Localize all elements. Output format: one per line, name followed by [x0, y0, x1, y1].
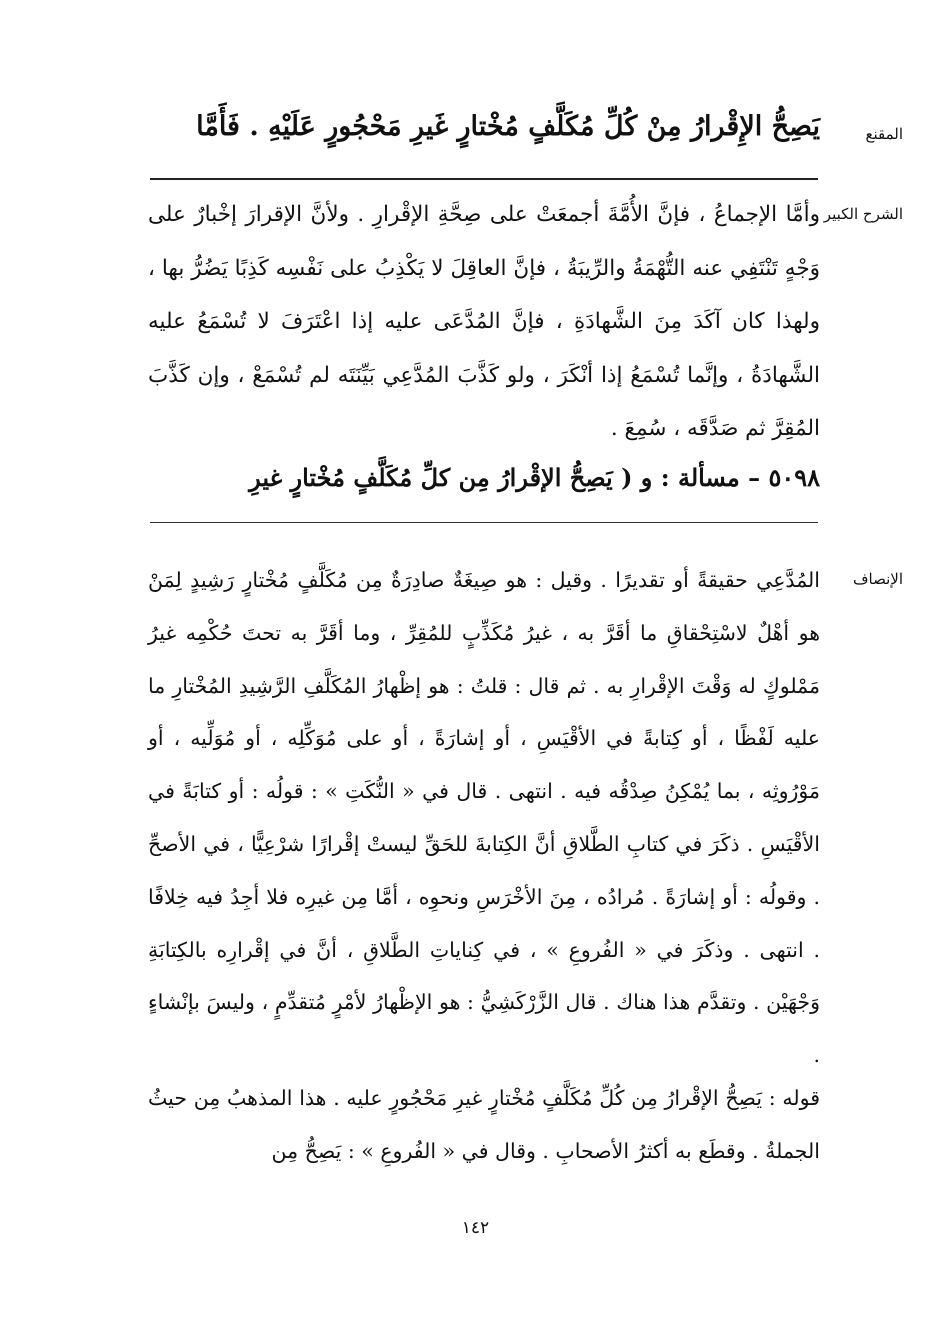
- sharh-margin-label: الشرح الكبير: [823, 205, 903, 223]
- muqni-margin-label: المقنع: [865, 125, 903, 143]
- insaf-paragraph-2: [148, 1072, 820, 1178]
- section-divider-middle: [150, 522, 818, 523]
- section-divider-top: [150, 178, 818, 180]
- insaf-paragraph-1-text: المُدَّعِي حقيقةً أو تقديرًا . وقيل : هو صِيغَةٌ صادِرَةٌ مِن مُكَلَّفٍ مُخْتارٍ رَشِيدٍ لِمَنْ هو أهْلٌ لاسْتِحْقاقِ ما أقَرَّ به ، غيرُ مُكَذِّبٍ للمُقِرِّ ، وما أقَرَّ به تحتَ حُكْمِه غيرُ مَمْلوكٍ له وَقْتَ الإقْرارِ به . ثم قال : قلتُ : هو إظْهارُ المُكَلَّفِ الرَّشِيدِ المُخْتارِ ما عليه لَفْظًا ، أو كِتابةً في الأقْيَسِ ، أو إشارَةً ، أو على مُوَكِّلِه ، أو مُوَلِّيه ، أو مَوْرُوثِه ، بما يُمْكِنُ صِدْقُه فيه . انتهى . قال في « النُّكَتِ » : قولُه : أو كتابَةً في الأقْيَسِ . ذكَرَ في كتابِ الطَّلاقِ أنَّ الكِتابةَ للحَقِّ ليستْ إقْرارًا شرْعِيًّا ، في الأصحِّ . وقولُه : أو إشارَةً . مُرادُه ، مِنَ الأخْرَسِ ونحوِه ، أمَّا مِن غيرِه فلا أجِدُ فيه خِلافًا . انتهى . وذكَرَ في « الفُروعِ » ، في كِناياتِ الطَّلاقِ ، أنَّ في إقْرارِه بالكِتابَةِ وَجْهَيْن . وتقدَّم هذا هناك . قال الزَّرْكَشِيُّ : هو الإظْهارُ لأمْرٍ مُتقدِّمٍ ، وليسَ بإنْشاءٍ .: [148, 568, 820, 1068]
- insaf-paragraph-2-text: قوله : يَصِحُّ الإقْرارُ مِن كُلِّ مُكَلَّفٍ مُخْتارٍ غيرِ مَحْجُورٍ عليه . هذا المذهبُ مِن حيثُ الجملةُ . وقطَع به أكثرُ الأصحابِ . وقال في « الفُروعِ » : يَصِحُّ مِن: [148, 1086, 820, 1163]
- insaf-paragraph-1: [148, 554, 820, 1082]
- sharh-paragraph: وأمَّا الإجماعُ ، فإنَّ الأُمَّةَ أجمعَتْ على صِحَّةِ الإقْرارِ . ولأنَّ الإقرارَ إخْبارٌ على وَجْهٍ تَنْتَفِي عنه التُّهْمَةُ والرِّيبَةُ ، فإنَّ العاقِلَ لا يَكْذِبُ على نَفْسِه كَذِبًا يَضُرُّ بها ، ولهذا كان آكَدَ مِنَ الشَّهادَةِ ، فإنَّ المُدَّعَى عليه إذا اعْتَرَفَ لا تُسْمَعُ عليه الشَّهادَةُ ، وإنَّما تُسْمَعُ إذا أنْكَرَ ، ولو كَذَّبَ المُدَّعِي بَيِّنَتَه لم تُسْمَعْ ، وإن كَذَّبَ المُقِرَّ ثم صَدَّقَه ، سُمِعَ .: [148, 202, 820, 441]
- sharh-commentary-text: [148, 188, 820, 456]
- page-number: ١٤٢: [461, 1218, 490, 1238]
- masala-heading: ٥٠٩٨ – مسألة : و ( يَصِحُّ الإقْرارُ مِن كلِّ مُكَلَّفٍ مُخْتارٍ غيرِ: [249, 463, 820, 492]
- insaf-margin-label: الإنصاف: [852, 570, 903, 588]
- muqni-main-text: يَصِحُّ الإِقْرارُ مِنْ كُلِّ مُكَلَّفٍ مُخْتارٍ غَيرِ مَحْجُورٍ عَلَيْهِ . فَأَمَّا: [196, 111, 820, 142]
